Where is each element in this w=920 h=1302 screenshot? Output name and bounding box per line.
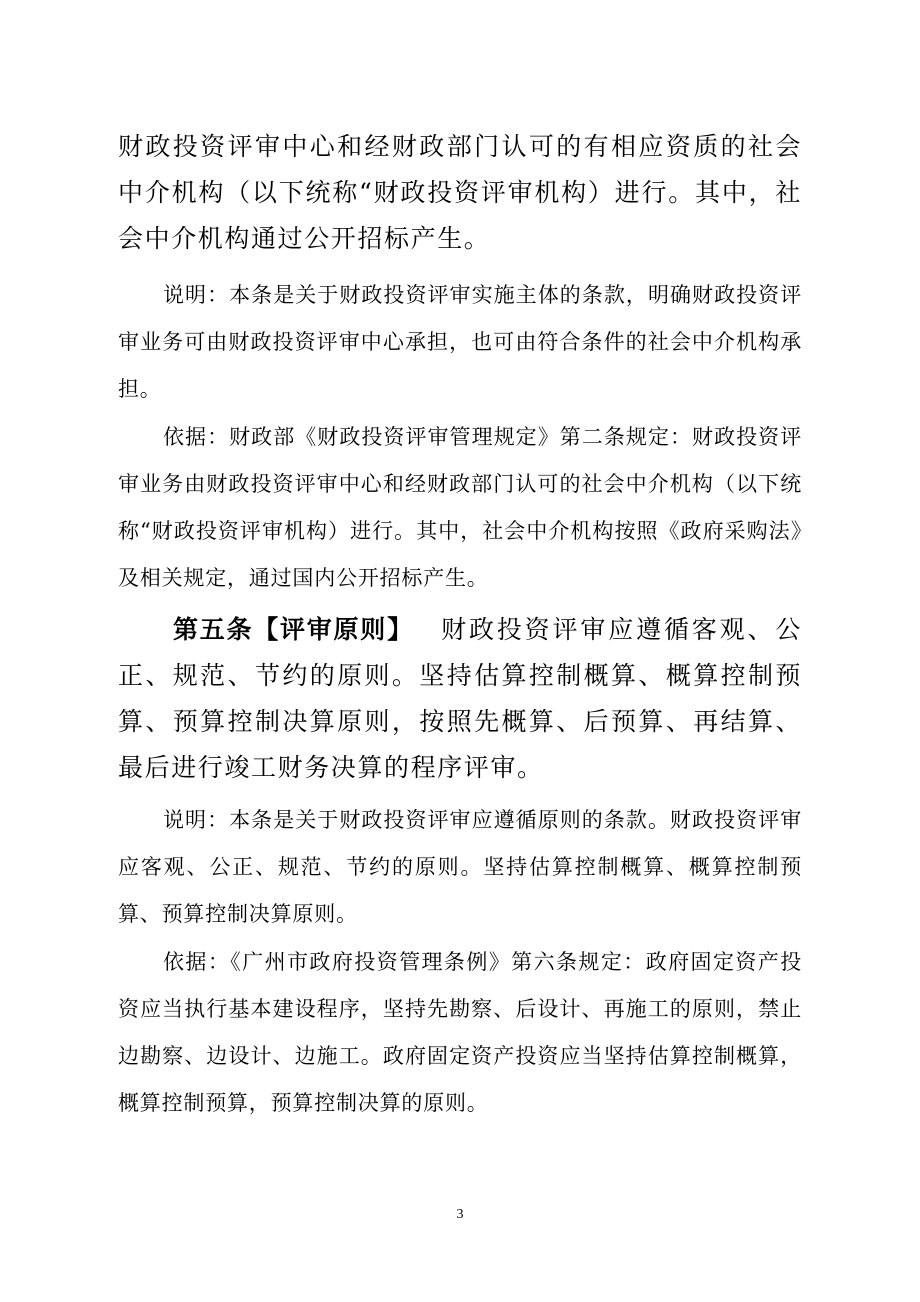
explanation-paragraph-article-5: 说明：本条是关于财政投资评审应遵循原则的条款。财政投资评审应客观、公正、规范、节约的原则。坚持估算控制概算、概算控制预算、预算控制决算原则。 [118,808,802,926]
explanation-paragraph-article-4: 说明：本条是关于财政投资评审实施主体的条款，明确财政投资评审业务可由财政投资评审中心承担，也可由符合条件的社会中介机构承担。 [118,283,802,401]
article-5-text: 财政投资评审应遵循客观、公正、规范、节约的原则。坚持估算控制概算、概算控制预算、预算控制决算原则，按照先概算、后预算、再结算、最后进行竣工财务决算的程序评审。 [118,615,802,782]
page-number: 3 [456,1207,464,1222]
article-5-title: 第五条【评审原则】 [173,615,414,644]
article-5-paragraph [118,607,802,791]
basis-paragraph-article-4: 依据：财政部《财政投资评审管理规定》第二条规定：财政投资评审业务由财政投资评审中心和经财政部门认可的社会中介机构（以下统称“财政投资评审机构）进行。其中，社会中介机构按照《政府采购法》及相关规定，通过国内公开招标产生。 [118,425,802,590]
paragraph-continuation-assessment-bodies: 财政投资评审中心和经财政部门认可的有相应资质的社会中介机构（以下统称“财政投资评审机构）进行。其中，社会中介机构通过公开招标产生。 [118,132,802,253]
basis-paragraph-article-5: 依据：《广州市政府投资管理条例》第六条规定：政府固定资产投资应当执行基本建设程序，坚持先勘察、后设计、再施工的原则，禁止边勘察、边设计、边施工。政府固定资产投资应当坚持估算控制概算，概算控制预算，预算控制决算的原则。 [118,950,802,1115]
